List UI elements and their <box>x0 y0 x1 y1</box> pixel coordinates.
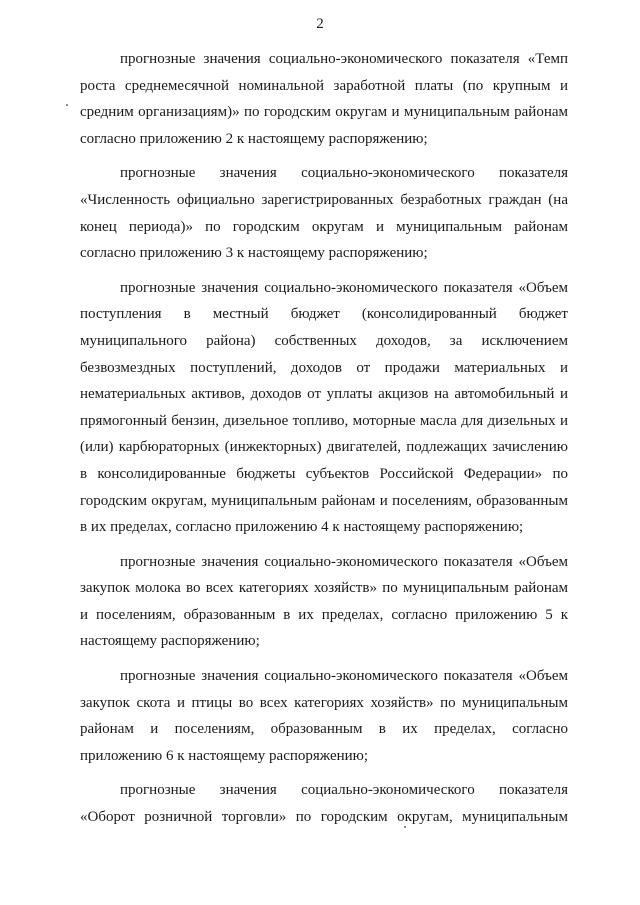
text-line: (или) карбюраторных (инжекторных) двигателей, подлежащих зачислению <box>80 439 568 456</box>
text-line: прямогонный бензин, дизельное топливо, моторные масла для дизельных и <box>80 412 568 429</box>
text-line: «Оборот розничной торговли» по городским округам, муниципальным <box>80 809 568 826</box>
page-number: 2 <box>316 16 324 32</box>
text-line: прогнозные значения социально-экономического показателя <box>120 165 568 182</box>
text-line: конец периода)» по городским округам и муниципальным районам <box>80 218 568 235</box>
text-line: нематериальных активов, доходов от уплаты акцизов на автомобильный и <box>80 386 568 403</box>
text-line: прогнозные значения социально-экономического показателя «Темп <box>120 51 568 67</box>
paragraph <box>80 275 568 541</box>
text-line: прогнозные значения социально-экономического показателя «Объем <box>120 279 568 296</box>
document-body <box>80 46 568 831</box>
text-line: районам и поселениям, образованным в их пределах, согласно <box>80 721 568 738</box>
text-line: закупок молока во всех категориях хозяйств» по муниципальным районам <box>80 580 568 597</box>
paragraph <box>80 46 568 152</box>
text-line: в консолидированные бюджеты субъектов Российской Федерации» по <box>80 465 568 482</box>
text-line: прогнозные значения социально-экономического показателя <box>120 782 568 799</box>
text-line: средним организациям)» по городским округам и муниципальным районам <box>80 104 568 121</box>
text-line: поступления в местный бюджет (консолидированный бюджет <box>80 306 568 323</box>
text-line: приложению 6 к настоящему распоряжению; <box>80 747 369 764</box>
text-line: роста среднемесячной номинальной заработной платы (по крупным и <box>80 77 568 94</box>
scan-speck <box>404 826 406 828</box>
text-line: согласно приложению 3 к настоящему распоряжению; <box>80 245 428 262</box>
text-line: закупок скота и птицы во всех категориях хозяйств» по муниципальным <box>80 694 568 711</box>
paragraph <box>80 777 568 830</box>
text-line: муниципального района) собственных доходов, за исключением <box>80 332 568 349</box>
paragraph <box>80 549 568 655</box>
text-line: настоящему распоряжению; <box>80 633 260 650</box>
paragraph <box>80 663 568 769</box>
text-line: согласно приложению 2 к настоящему распоряжению; <box>80 130 428 147</box>
text-line: прогнозные значения социально-экономического показателя «Объем <box>120 668 568 685</box>
paragraph <box>80 160 568 266</box>
text-line: безвозмездных поступлений, доходов от продажи материальных и <box>80 359 568 376</box>
text-line: прогнозные значения социально-экономического показателя «Объем <box>120 553 568 570</box>
scan-speck <box>66 104 68 106</box>
text-line: в их пределах, согласно приложению 4 к настоящему распоряжению; <box>80 519 524 536</box>
text-line: «Численность официально зарегистрированных безработных граждан (на <box>80 191 568 208</box>
text-line: городским округам, муниципальным районам и поселениям, образованным <box>80 492 568 509</box>
text-line: и поселениям, образованным в их пределах, согласно приложению 5 к <box>80 606 568 623</box>
